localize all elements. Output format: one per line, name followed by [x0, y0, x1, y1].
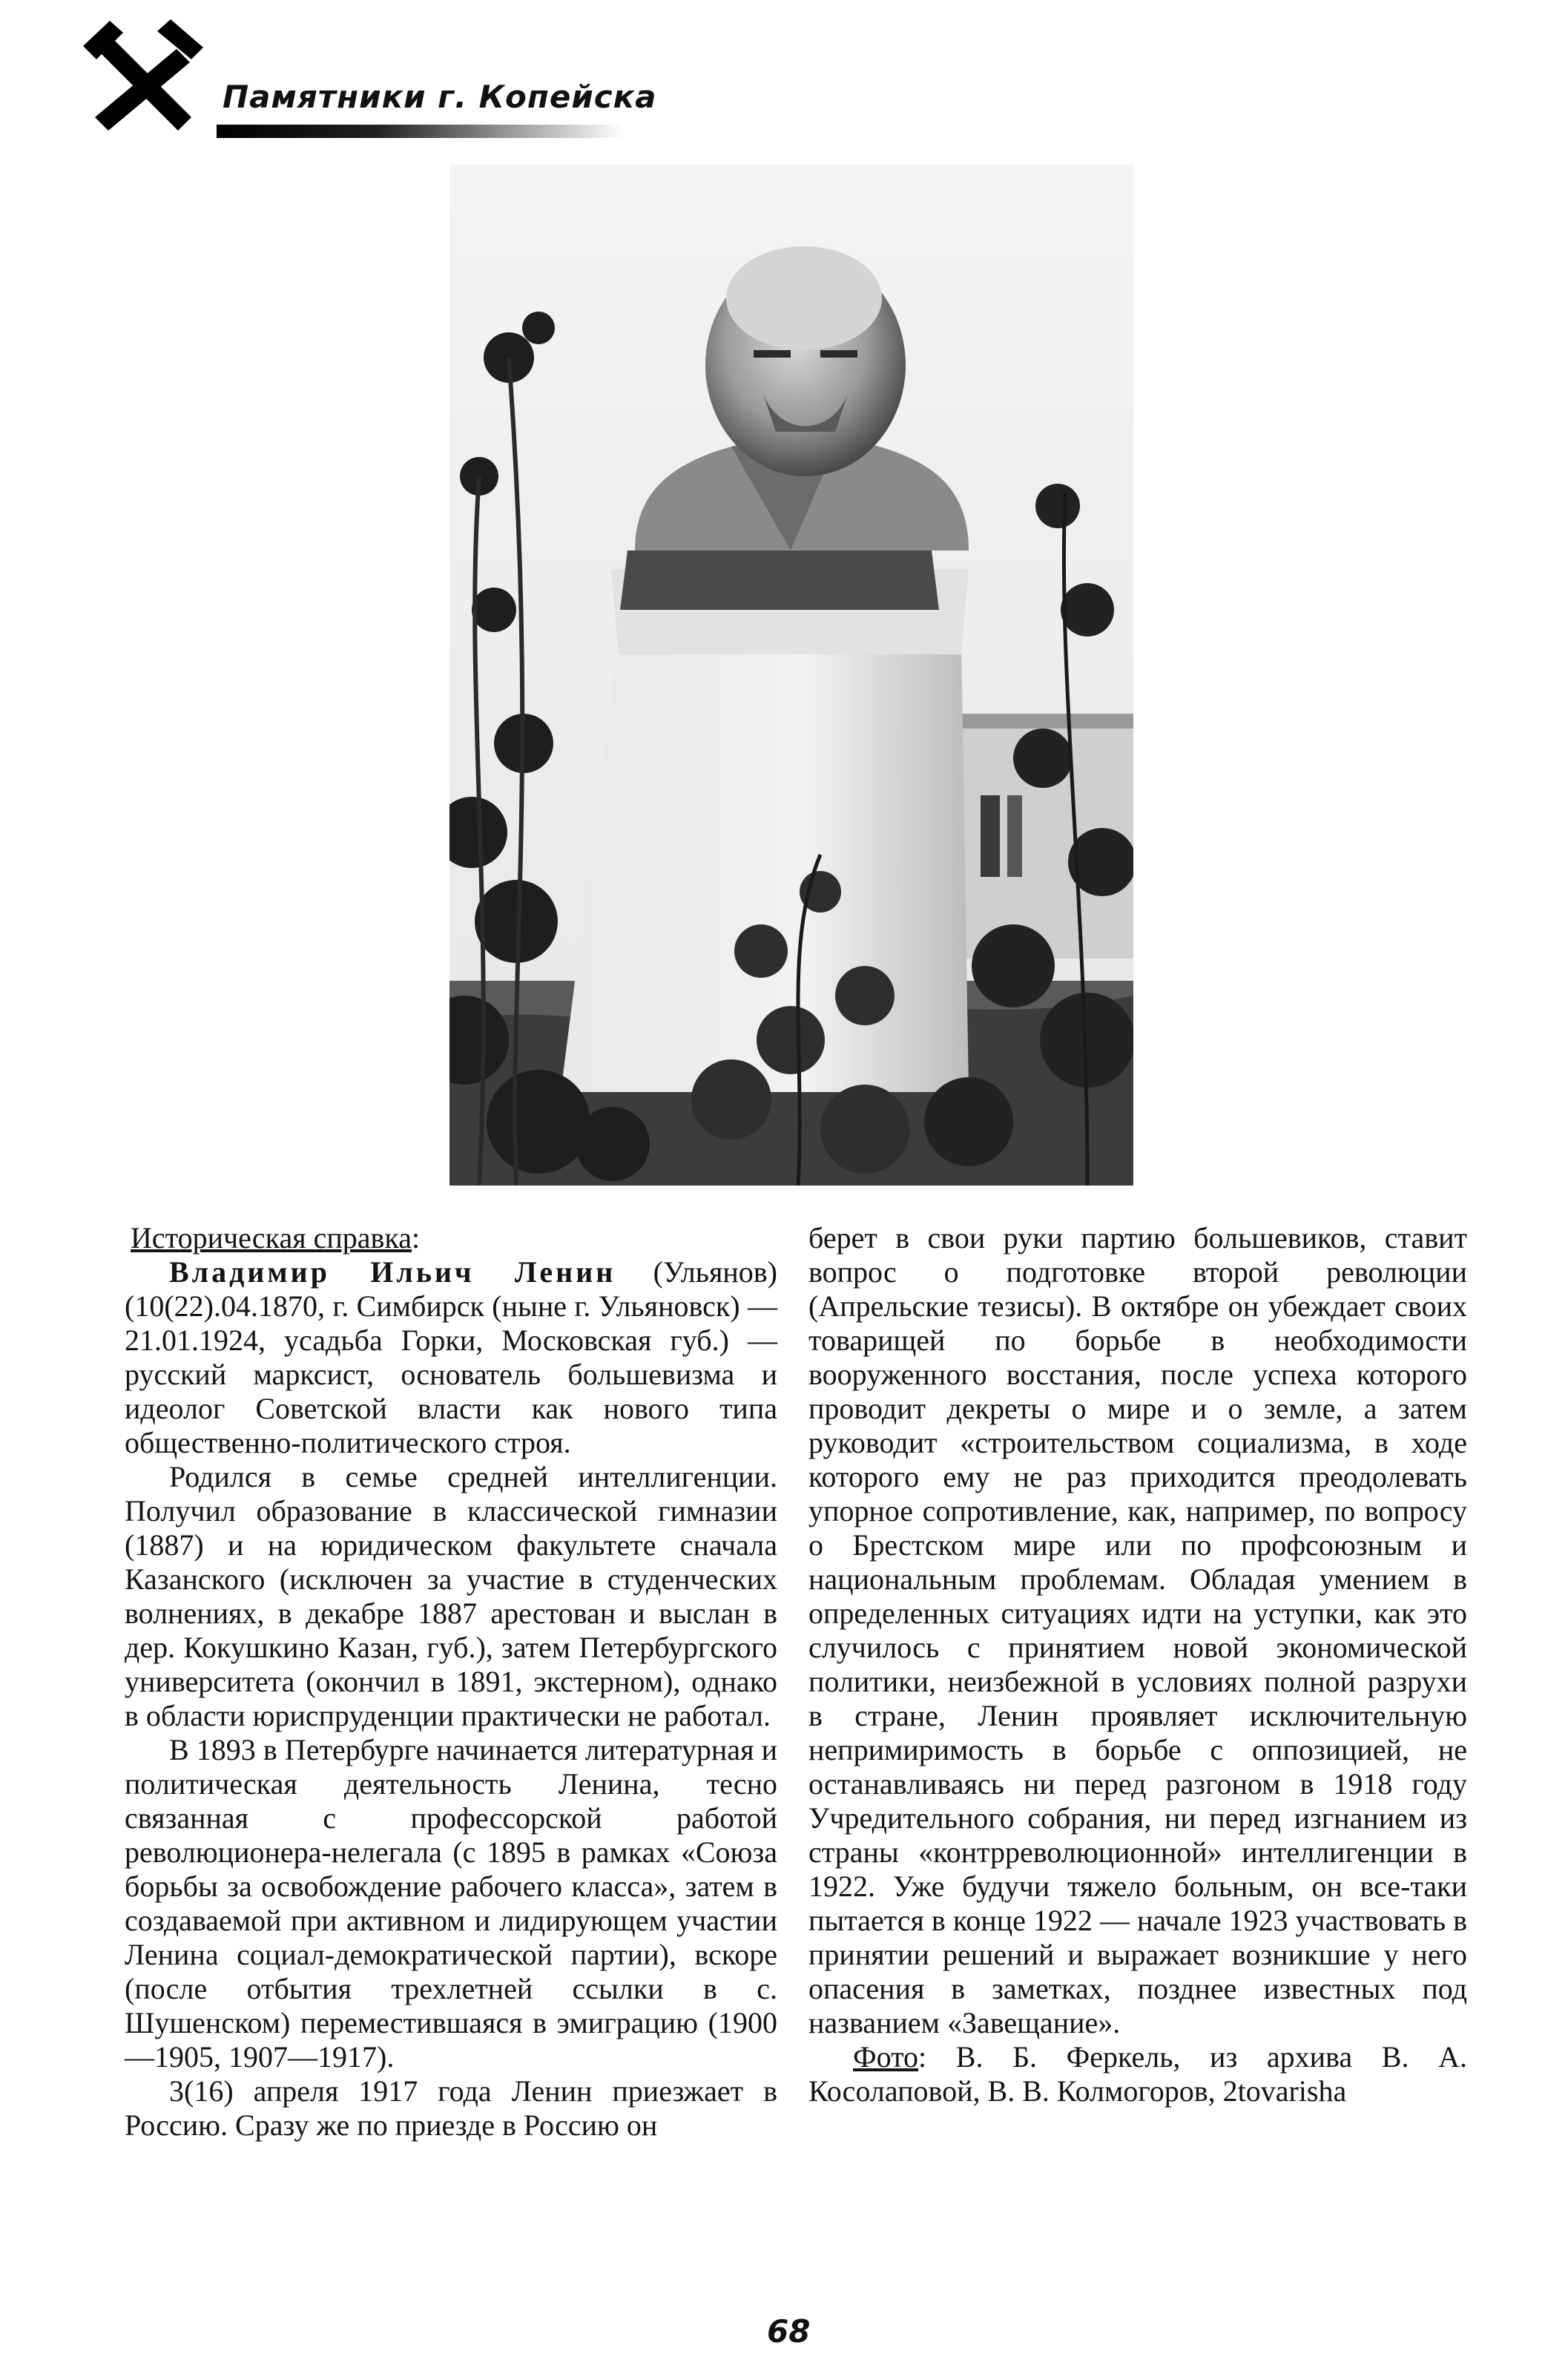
header-rule — [217, 125, 623, 138]
lenin-bust-photo — [449, 165, 1133, 1186]
paragraph-activity: В 1893 в Петербурге начинается литературная и политическая деятельность Ленина, тесно связанная с профессорской работой революционера-нелегала (с 1895 в рамках «Союза борьбы за освобождение рабочего класса», затем в создаваемой при активном и лидирующем участии Ленина социал-демократической партии), вскоре (после отбытия трехлетней ссылки в с. Шушенском) переместившаяся в эмиграцию (1900—1905, 1907—1917). — [125, 1733, 777, 2074]
paragraph-education: Родился в семье средней интеллигенции. Получил образование в классической гимназии (1887) и на юридическом факультете сначала Казанского (исключен за участие в студенческих волнениях, в декабре 1887 арестован и выслан в дер. Кокушкино Казан, губ.), затем Петербургского университета (окончил в 1891, экстерном), однако в области юриспруденции практически не работал. — [125, 1460, 777, 1732]
text-column-left — [125, 1221, 777, 2143]
reference-heading — [125, 1221, 777, 1255]
photo-credit — [808, 2040, 1467, 2108]
section-title: Памятники г. Копейска — [223, 79, 657, 115]
reference-heading-colon: : — [411, 1221, 421, 1255]
crossed-hammers-icon — [80, 19, 206, 138]
subject-alt-name: (Ульянов) — [616, 1255, 777, 1289]
paragraph-return: 3(16) апреля 1917 года Ленин приезжает в Россию. Сразу же по приезде в Россию он — [125, 2074, 777, 2142]
paragraph-revolution: берет в свои руки партию большевиков, ставит вопрос о подготовке второй революции (Апрельские тезисы). В октябре он убеждает своих товарищей по борьбе в необходимости вооруженного восстания, после успеха которого проводит декреты о мире и о земле, а затем руководит «строительством социализма, в ходе которого ему не раз приходится преодолевать упорное сопротивление, как, например, по вопросу о Брестском мире или по профсоюзным и национальным проблемам. Обладая умением в определенных ситуациях идти на уступки, как это случилось с принятием новой экономической политики, неизбежной в условиях полной разрухи в стране, Ленин проявляет исключительную непримиримость в борьбе с оппозицией, не останавливаясь ни перед разгоном в 1918 году Учредительного собрания, ни перед изгнанием из страны «контрреволюционной» интеллигенции в 1922. Уже будучи тяжело больным, он все-таки пытается в конце 1922 — начале 1923 участвовать в принятии решений и выражает возникшие у него опасения в заметках, позднее известных под названием «Завещание». — [808, 1221, 1467, 2039]
text-column-right — [808, 1221, 1467, 2108]
reference-heading-label: Историческая справка — [131, 1221, 412, 1255]
page-number: 68 — [767, 2313, 811, 2350]
subject-name: Владимир Ильич Ленин — [169, 1255, 616, 1289]
photo-credit-label: Фото — [853, 2040, 919, 2074]
intro-paragraph — [125, 1255, 777, 1460]
intro-text: (10(22).04.1870, г. Симбирск (ныне г. Ульяновск) — 21.01.1924, усадьба Горки, Московская губ.) — русский марксист, основатель большевизма и идеолог Советской власти как нового типа общественно-политического строя. — [125, 1289, 777, 1459]
photo-credit-text: : В. Б. Феркель, из архива В. А. Косолаповой, В. В. Колмогоров, 2tovarisha — [808, 2040, 1467, 2108]
